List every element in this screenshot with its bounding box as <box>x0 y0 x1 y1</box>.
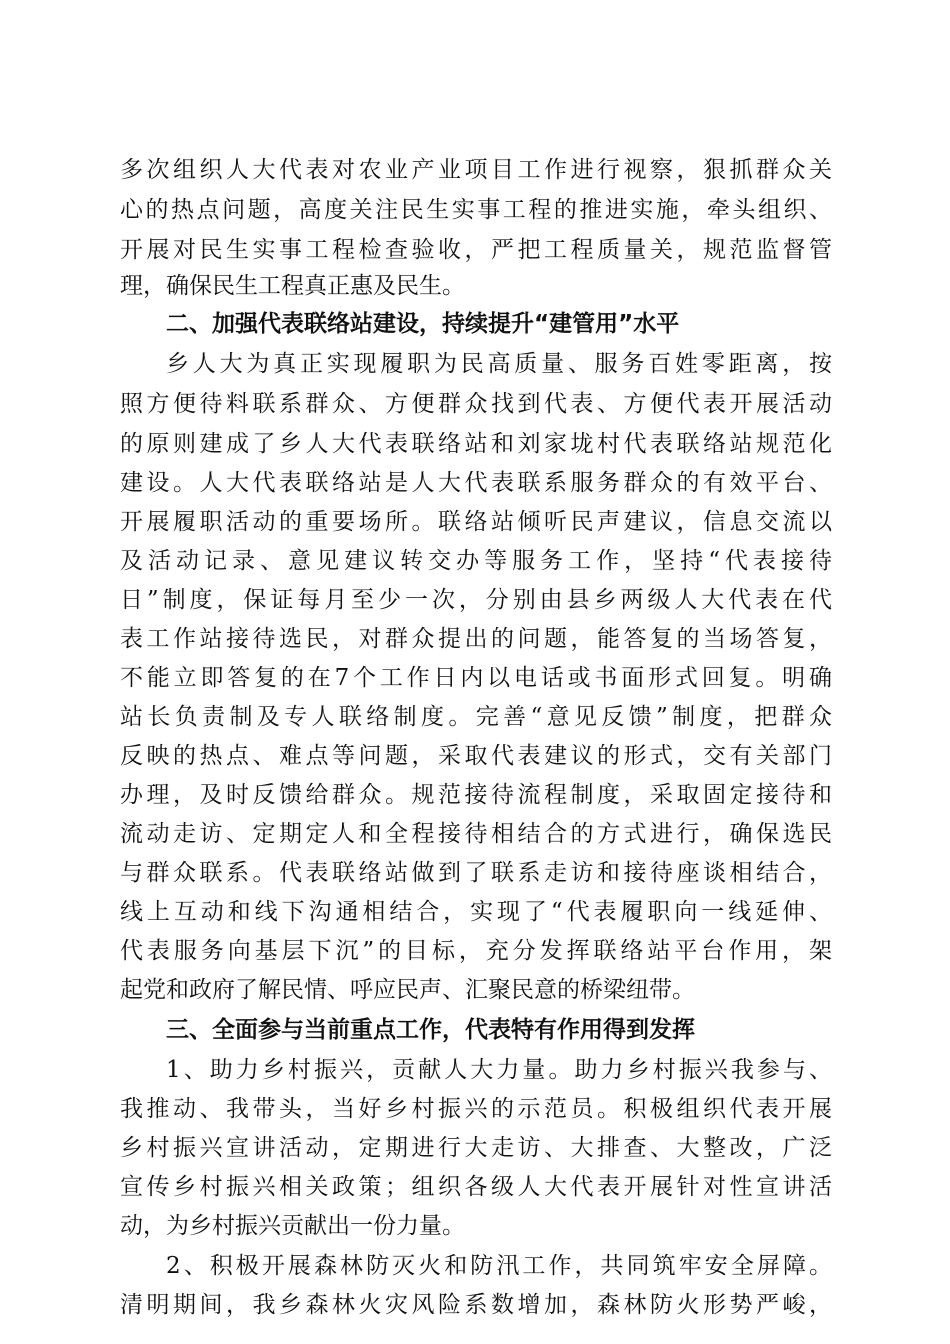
paragraph-line: 2、积极开展森林防灭火和防汛工作，共同筑牢安全屏障。 <box>166 1253 832 1279</box>
paragraph-line: 线上互动和线下沟通相结合，实现了“代表履职向一线延伸、 <box>120 899 832 925</box>
paragraph-line: 日”制度，保证每月至少一次，分别由县乡两级人大代表在代 <box>120 587 832 613</box>
paragraph-line: 表工作站接待选民，对群众提出的问题，能答复的当场答复， <box>120 626 832 652</box>
paragraph-line: 代表服务向基层下沉”的目标，充分发挥联络站平台作用，架 <box>120 938 832 964</box>
paragraph-line: 心的热点问题，高度关注民生实事工程的推进实施，牵头组织、 <box>120 197 832 223</box>
paragraph-line: 不能立即答复的在7个工作日内以电话或书面形式回复。明确 <box>120 665 832 691</box>
paragraph-line: 办理，及时反馈给群众。规范接待流程制度，采取固定接待和 <box>120 782 832 808</box>
paragraph-line: 流动走访、定期定人和全程接待相结合的方式进行，确保选民 <box>120 821 832 847</box>
paragraph-line: 乡人大为真正实现履职为民高质量、服务百姓零距离，按 <box>166 351 832 377</box>
paragraph-line: 乡村振兴宣讲活动，定期进行大走访、大排查、大整改，广泛 <box>120 1135 832 1161</box>
paragraph-line: 宣传乡村振兴相关政策；组织各级人大代表开展针对性宣讲活 <box>120 1174 832 1200</box>
paragraph-line: 开展对民生实事工程检查验收，严把工程质量关，规范监督管 <box>120 237 832 263</box>
paragraph-line: 建设。人大代表联络站是人大代表联系服务群众的有效平台、 <box>120 470 832 496</box>
paragraph-line: 动，为乡村振兴贡献出一份力量。 <box>120 1213 465 1239</box>
paragraph-line: 我推动、我带头，当好乡村振兴的示范员。积极组织代表开展 <box>120 1096 832 1122</box>
section-heading-3: 三、全面参与当前重点工作，代表特有作用得到发挥 <box>166 1017 695 1043</box>
paragraph-line: 1、助力乡村振兴，贡献人大力量。助力乡村振兴我参与、 <box>166 1057 832 1083</box>
paragraph-line: 站长负责制及专人联络制度。完善“意见反馈”制度，把群众 <box>120 704 832 730</box>
paragraph-line: 起党和政府了解民情、呼应民声、汇聚民意的桥梁纽带。 <box>120 977 695 1003</box>
paragraph-line: 及活动记录、意见建议转交办等服务工作，坚持“代表接待 <box>120 548 832 574</box>
paragraph-line: 的原则建成了乡人大代表联络站和刘家垅村代表联络站规范化 <box>120 431 832 457</box>
paragraph-line: 与群众联系。代表联络站做到了联系走访和接待座谈相结合， <box>120 860 832 886</box>
paragraph-line: 理，确保民生工程真正惠及民生。 <box>120 273 465 299</box>
paragraph-line: 反映的热点、难点等问题，采取代表建议的形式，交有关部门 <box>120 743 832 769</box>
paragraph-line: 清明期间，我乡森林火灾风险系数增加，森林防火形势严峻， <box>120 1292 832 1318</box>
paragraph-line: 多次组织人大代表对农业产业项目工作进行视察，狠抓群众关 <box>120 157 832 183</box>
paragraph-line: 照方便待料联系群众、方便群众找到代表、方便代表开展活动 <box>120 391 832 417</box>
section-heading-2: 二、加强代表联络站建设，持续提升“建管用”水平 <box>166 311 680 337</box>
paragraph-line: 开展履职活动的重要场所。联络站倾听民声建议，信息交流以 <box>120 509 832 535</box>
